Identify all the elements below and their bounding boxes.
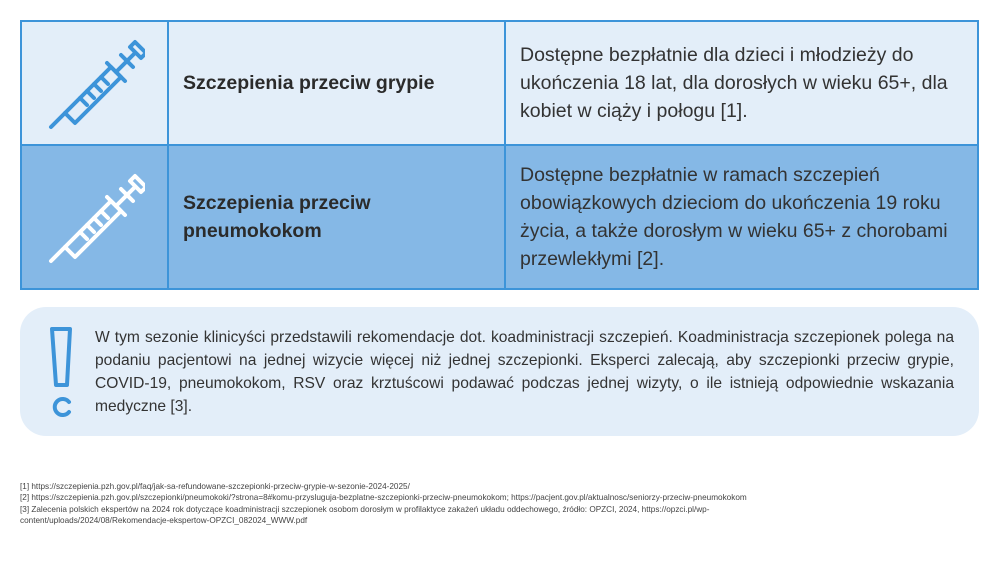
vaccine-name-cell	[169, 22, 506, 144]
vaccine-description: Dostępne bezpłatnie dla dzieci i młodzieży do ukończenia 18 lat, dla dorosłych w wieku 65+, dla kobiet w ciąży i połogu [1].	[520, 44, 948, 122]
footnote-2: [2] https://szczepienia.pzh.gov.pl/szczepionki/pneumokoki/?strona=8#komu-przysluguja-bezplatne-szczepionki-przeciw-pneumokokom; https://pacjent.gov.pl/aktualnosc/seniorzy-przeciw-pneumokokom	[20, 493, 747, 503]
vaccine-icon-cell	[22, 22, 169, 144]
vaccine-description-cell	[506, 22, 977, 144]
vaccine-description: Dostępne bezpłatnie w ramach szczepień obowiązkowych dzieciom do ukończenia 19 roku życia, a także dorosłym w wieku 65+ z chorobami przewlekłymi [2].	[520, 164, 948, 270]
footnote-1: [1] https://szczepienia.pzh.gov.pl/faq/jak-sa-refundowane-szczepionki-przeciw-grypie-w-sezonie-2024-2025/	[20, 482, 410, 491]
vaccine-name-cell	[169, 146, 506, 288]
syringe-icon	[45, 33, 145, 133]
note-text: W tym sezonie klinicyści przedstawili rekomendacje dot. koadministracji szczepień. Koadministracja szczepionek polega na podaniu pacjentowi na jednej wizycie więcej niż jednej szczepionki. Eksperci zalecają, aby szczepionki przeciw grypie, COVID-19, pneumokokom, RSV oraz krztuścowi podawać podczas jednej wizyty, o ile istnieją odpowiednie wskazania medyczne [3].	[95, 329, 954, 415]
syringe-icon	[45, 167, 145, 267]
footnote-3: [3] Zalecenia polskich ekspertów na 2024 rok dotyczące koadministracji szczepionek osobom dorosłym w profilaktyce zakażeń układu oddechowego, źródło: OPZCI, 2024, https://opzci.pl/wp-	[20, 504, 710, 514]
vaccine-icon-cell	[22, 146, 169, 288]
vaccine-name: Szczepienia przeciw pneumokokom	[183, 192, 371, 242]
vaccine-row-flu	[22, 22, 977, 144]
vaccine-description-cell	[506, 146, 977, 288]
exclamation-icon	[48, 325, 74, 417]
vaccine-table	[20, 20, 979, 290]
vaccine-row-pneumococcal	[22, 144, 977, 288]
footnote-3-continued: content/uploads/2024/08/Rekomendacje-ekspertow-OPZCI_082024_WWW.pdf	[20, 515, 308, 525]
footnotes	[20, 481, 980, 526]
info-note	[20, 307, 979, 436]
vaccine-name: Szczepienia przeciw grypie	[183, 72, 435, 94]
